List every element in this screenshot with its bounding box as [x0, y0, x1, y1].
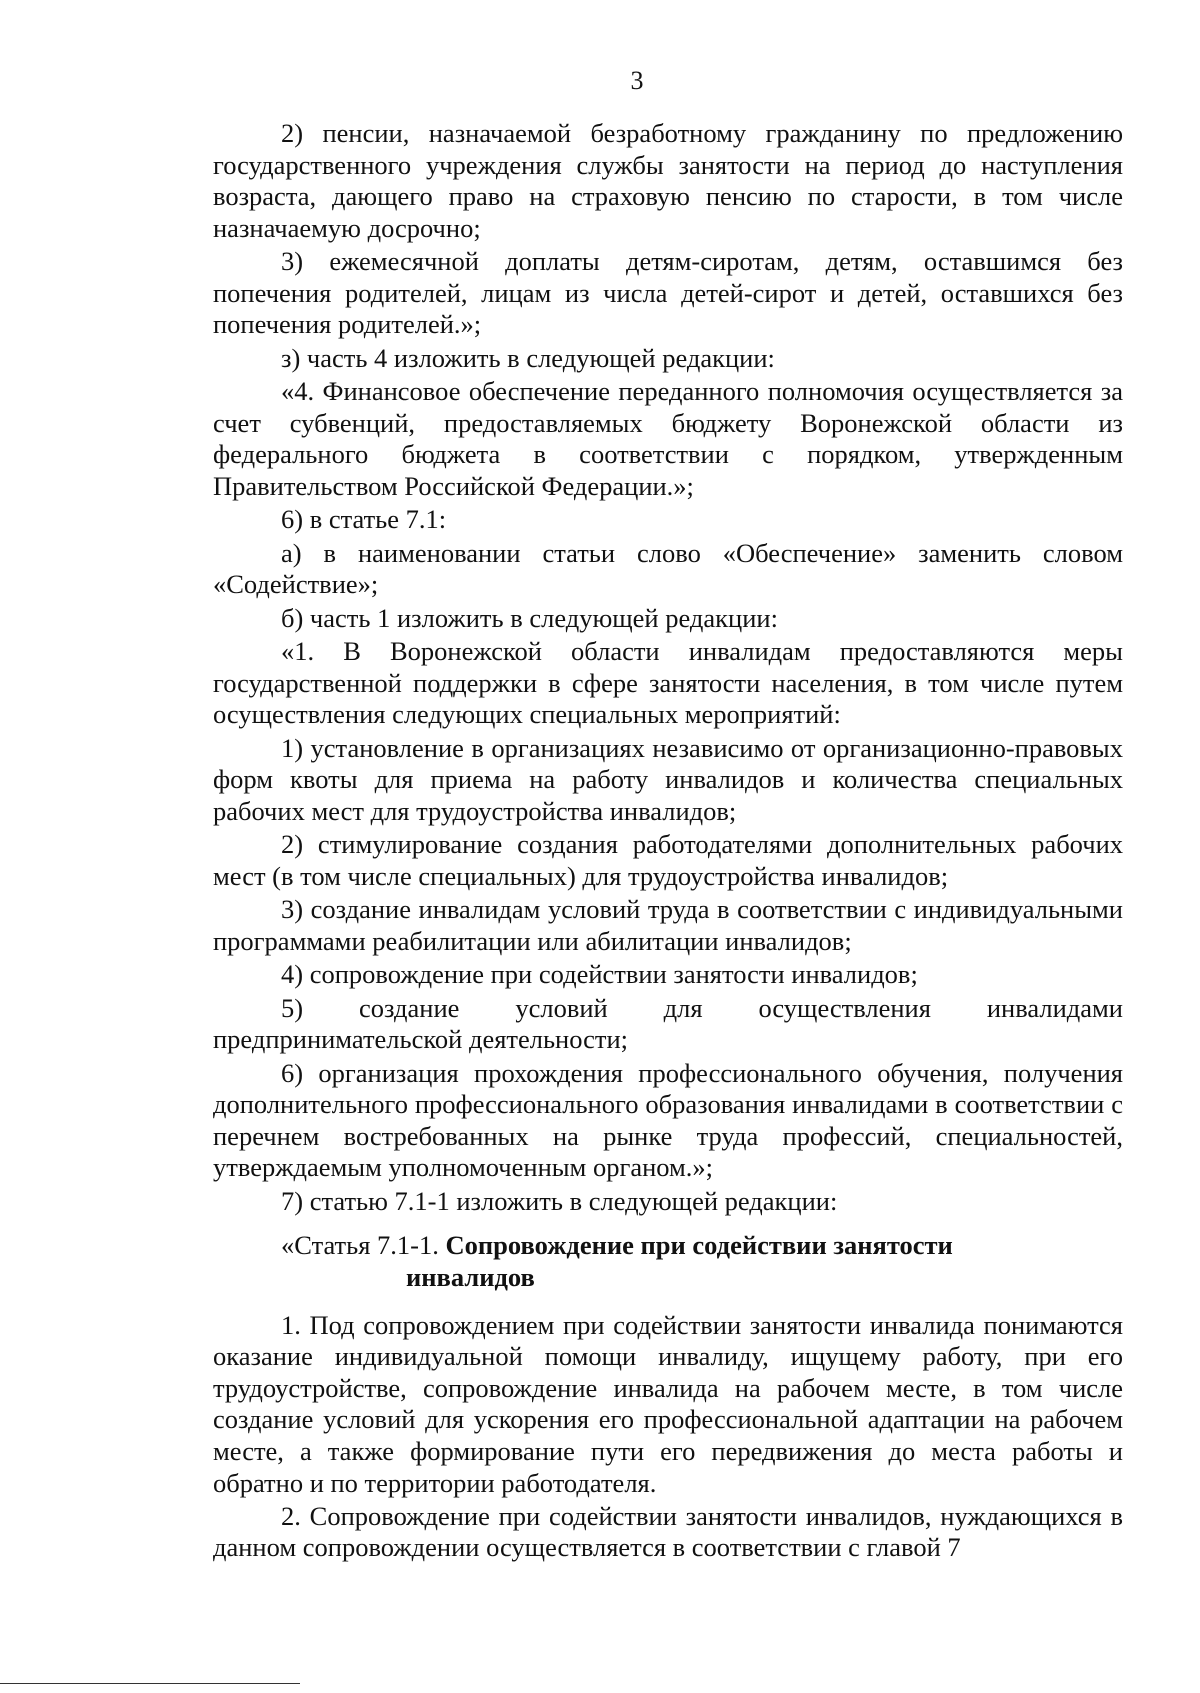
page-number: 3 [630, 66, 644, 95]
paragraph-accompaniment-definition: 1. Под сопровождением при содействии занятости инвалида понимаются оказание индивидуальной помощи инвалиду, ищущему работу, при его трудоустройстве, сопровождение инвалида на рабочем месте, в том числе создание условий для ускорения его профессиональной адаптации на рабочем месте, а также формирование пути его передвижения до места работы и обратно и по территории работодателя. [213, 1309, 1123, 1498]
list-item-work-conditions: 3) создание инвалидам условий труда в соответствии с индивидуальными программами реабилитации или абилитации инвалидов; [213, 894, 1123, 956]
paragraph-pension-unemployed: 2) пенсии, назначаемой безработному гражданину по предложению государственного учреждения службы занятости на период до наступления возраста, дающего право на страховую пенсию по старости, в том числе назначаемую досрочно; [213, 118, 1123, 243]
article-heading-title: Сопровождение при содействии занятости [445, 1230, 953, 1261]
article-heading-prefix: «Статья 7.1-1. [281, 1230, 446, 1261]
paragraph-accompaniment-procedure: 2. Сопровождение при содействии занятости инвалидов, нуждающихся в данном сопровождении осуществляется в соответствии с главой 7 [213, 1500, 1123, 1563]
list-item-entrepreneurship: 5) создание условий для осуществления инвалидами предпринимательской деятельности; [213, 992, 1123, 1055]
paragraph-orphan-supplement: 3) ежемесячной доплаты детям-сиротам, детям, оставшимся без попечения родителей, лицам из числа детей-сирот и детей, оставшихся без попечения родителей.»; [213, 246, 1123, 340]
paragraph-rename-article: а) в наименовании статьи слово «Обеспечение» заменить словом «Содействие»; [213, 537, 1123, 600]
list-item-stimulation: 2) стимулирование создания работодателями дополнительных рабочих мест (в том числе специальных) для трудоустройства инвалидов; [213, 829, 1123, 891]
paragraph-part4-amend: з) часть 4 изложить в следующей редакции: [281, 342, 775, 373]
list-item-training: 6) организация прохождения профессионального обучения, получения дополнительного профессионального образования инвалидами в соответствии с перечнем востребованных на рынке труда профессий, специальностей, утверждаемым уполномоченным органом.»; [213, 1057, 1123, 1183]
paragraph-article-7-1-1-amend: 7) статью 7.1-1 изложить в следующей редакции: [281, 1185, 838, 1216]
document-body [213, 118, 1123, 1566]
paragraph-part1-amend: б) часть 1 изложить в следующей редакции: [281, 602, 778, 633]
list-item-quota: 1) установление в организациях независимо от организационно-правовых форм квоты для приема на работу инвалидов и количества специальных рабочих мест для трудоустройства инвалидов; [213, 732, 1123, 826]
bottom-rule [0, 1683, 300, 1684]
paragraph-support-measures: «1. В Воронежской области инвалидам предоставляются меры государственной поддержки в сфере занятости населения, в том числе путем осуществления следующих специальных мероприятий: [213, 636, 1123, 730]
paragraph-financing: «4. Финансовое обеспечение переданного полномочия осуществляется за счет субвенций, предоставляемых бюджету Воронежской области из федерального бюджета в соответствии с порядком, утвержденным Правительством Российской Федерации.»; [213, 376, 1123, 501]
article-heading-title-line2: инвалидов [406, 1261, 535, 1292]
paragraph-article-7-1: 6) в статье 7.1: [281, 504, 447, 535]
article-heading [281, 1230, 1123, 1293]
list-item-accompaniment: 4) сопровождение при содействии занятости инвалидов; [281, 959, 918, 990]
